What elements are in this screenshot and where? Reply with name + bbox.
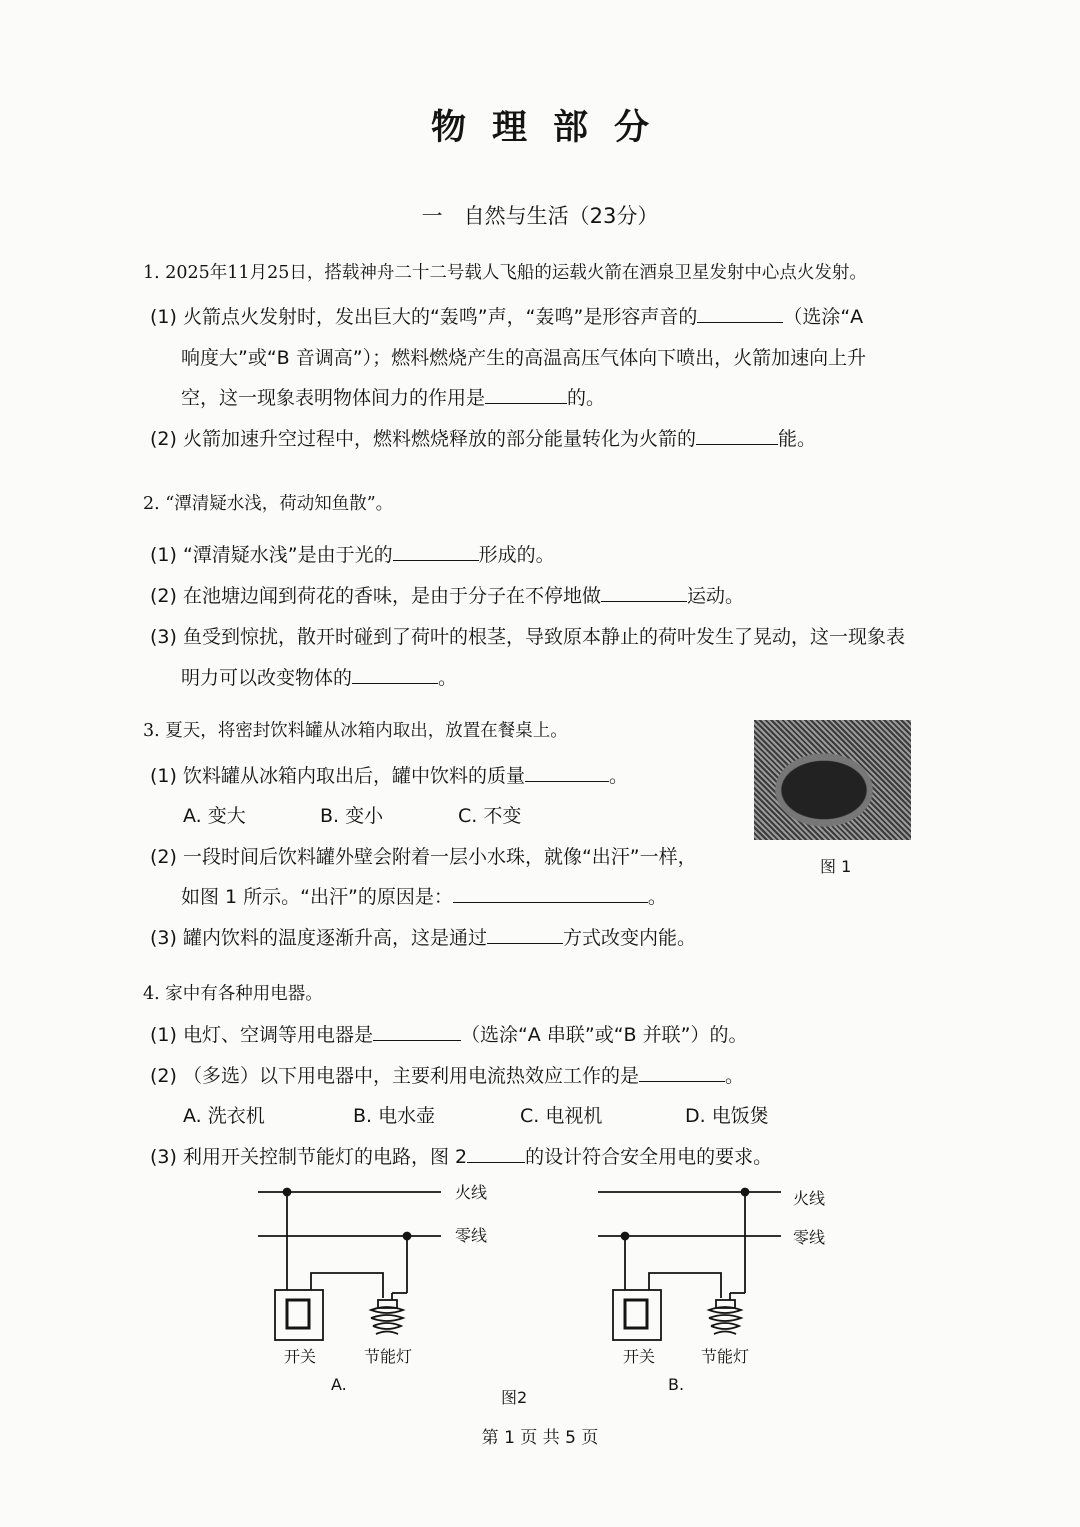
page-footer: 第 1 页 共 5 页 [481,1428,599,1448]
question-3-part-3-end: 方式改变内能。 [562,927,696,949]
question-1-part-1-hint: （选涂“A [783,306,864,328]
question-1-part-2-end: 能。 [777,428,816,450]
question-2-part-2-end: 运动。 [686,585,744,607]
option-d[interactable]: D. 电饭煲 [685,1105,769,1127]
page-title: 物理部分 [430,107,675,148]
option-c[interactable]: C. 电视机 [520,1105,603,1127]
question-2-stem: 2. “潭清疑水浅，荷动知鱼散”。 [143,494,394,514]
switch-icon [275,1290,323,1340]
figure-1-caption: 图 1 [820,857,852,876]
figure-2-caption: 图2 [501,1388,528,1407]
option-a[interactable]: A. 洗衣机 [183,1105,265,1127]
question-2-part-2-text: (2) 在池塘边闻到荷花的香味，是由于分子在不停地做 [150,585,601,607]
lamp-label: 节能灯 [701,1347,750,1366]
switch-label: 开关 [284,1347,317,1366]
question-3-stem: 3. 夏天，将密封饮料罐从冰箱内取出，放置在餐桌上。 [143,721,568,741]
live-wire-label: 火线 [455,1183,488,1202]
question-4-part-3-text: (3) 利用开关控制节能灯的电路，图 2 [150,1146,468,1168]
switch-icon [613,1290,661,1340]
neutral-wire-label: 零线 [455,1226,488,1245]
question-1-part-1-text: (1) 火箭点火发射时，发出巨大的“轰鸣”声，“轰鸣”是形容声音的 [150,306,698,328]
option-b[interactable]: B. 变小 [320,805,384,827]
question-3-part-1-text: (1) 饮料罐从冰箱内取出后，罐中饮料的质量 [150,765,525,787]
question-3-part-3-text: (3) 罐内饮料的温度逐渐升高，这是通过 [150,927,487,949]
question-1-stem: 1. 2025年11月25日，搭载神舟二十二号载人飞船的运载火箭在酒泉卫星发射中心点火发射。 [143,263,867,283]
question-4-stem: 4. 家中有各种用电器。 [143,984,323,1004]
question-4-part-3-end: 的设计符合安全用电的要求。 [525,1146,773,1168]
question-1-part-1-line-3-text: 空，这一现象表明物体间力的作用是 [181,387,486,409]
question-2-part-3-line-2-text: 明力可以改变物体的 [181,667,353,689]
question-4-part-1-end: （选涂“A 串联”或“B 并联”）的。 [460,1024,748,1046]
option-c[interactable]: C. 不变 [458,805,522,827]
question-3-part-1-end: 。 [608,765,628,787]
energy-saving-lamp-icon [371,1307,403,1334]
question-3-part-2-line-2-end: 。 [647,886,667,908]
question-1-part-1-line-3-end: 的。 [567,387,606,409]
option-b[interactable]: B. 电水壶 [353,1105,436,1127]
neutral-wire-label: 零线 [793,1228,826,1247]
question-1-part-1-line-2: 响度大”或“B 音调高”）；燃料燃烧产生的高温高压气体向下喷出，火箭加速向上升 [181,347,867,369]
circuit-b-label: B. [668,1375,685,1394]
option-a[interactable]: A. 变大 [183,805,246,827]
circuit-a [258,1189,441,1341]
question-1-part-2-text: (2) 火箭加速升空过程中，燃料燃烧释放的部分能量转化为火箭的 [150,428,696,450]
lamp-label: 节能灯 [364,1347,413,1366]
question-2-part-3: (3) 鱼受到惊扰，散开时碰到了荷叶的根茎，导致原本静止的荷叶发生了晃动，这一现象表 [150,626,905,648]
circuit-a-label: A. [331,1375,347,1394]
question-3-part-2-line-2-text: 如图 1 所示。“出汗”的原因是： [181,886,453,908]
question-2-part-3-line-2-end: 。 [438,667,458,689]
question-2-part-1-text: (1) “潭清疑水浅”是由于光的 [150,544,393,566]
switch-label: 开关 [623,1347,656,1366]
question-4-part-2-end: 。 [724,1065,744,1087]
live-wire-label: 火线 [793,1189,826,1208]
circuit-b [598,1189,781,1341]
question-3-part-2: (2) 一段时间后饮料罐外壁会附着一层小水珠，就像“出汗”一样， [150,846,697,868]
question-2-part-1-end: 形成的。 [478,544,555,566]
section-heading: 一 自然与生活（23分） [421,204,659,228]
question-4-part-1-text: (1) 电灯、空调等用电器是 [150,1024,373,1046]
energy-saving-lamp-icon [709,1307,741,1334]
question-4-part-2-text: (2) （多选）以下用电器中，主要利用电流热效应工作的是 [150,1065,639,1087]
